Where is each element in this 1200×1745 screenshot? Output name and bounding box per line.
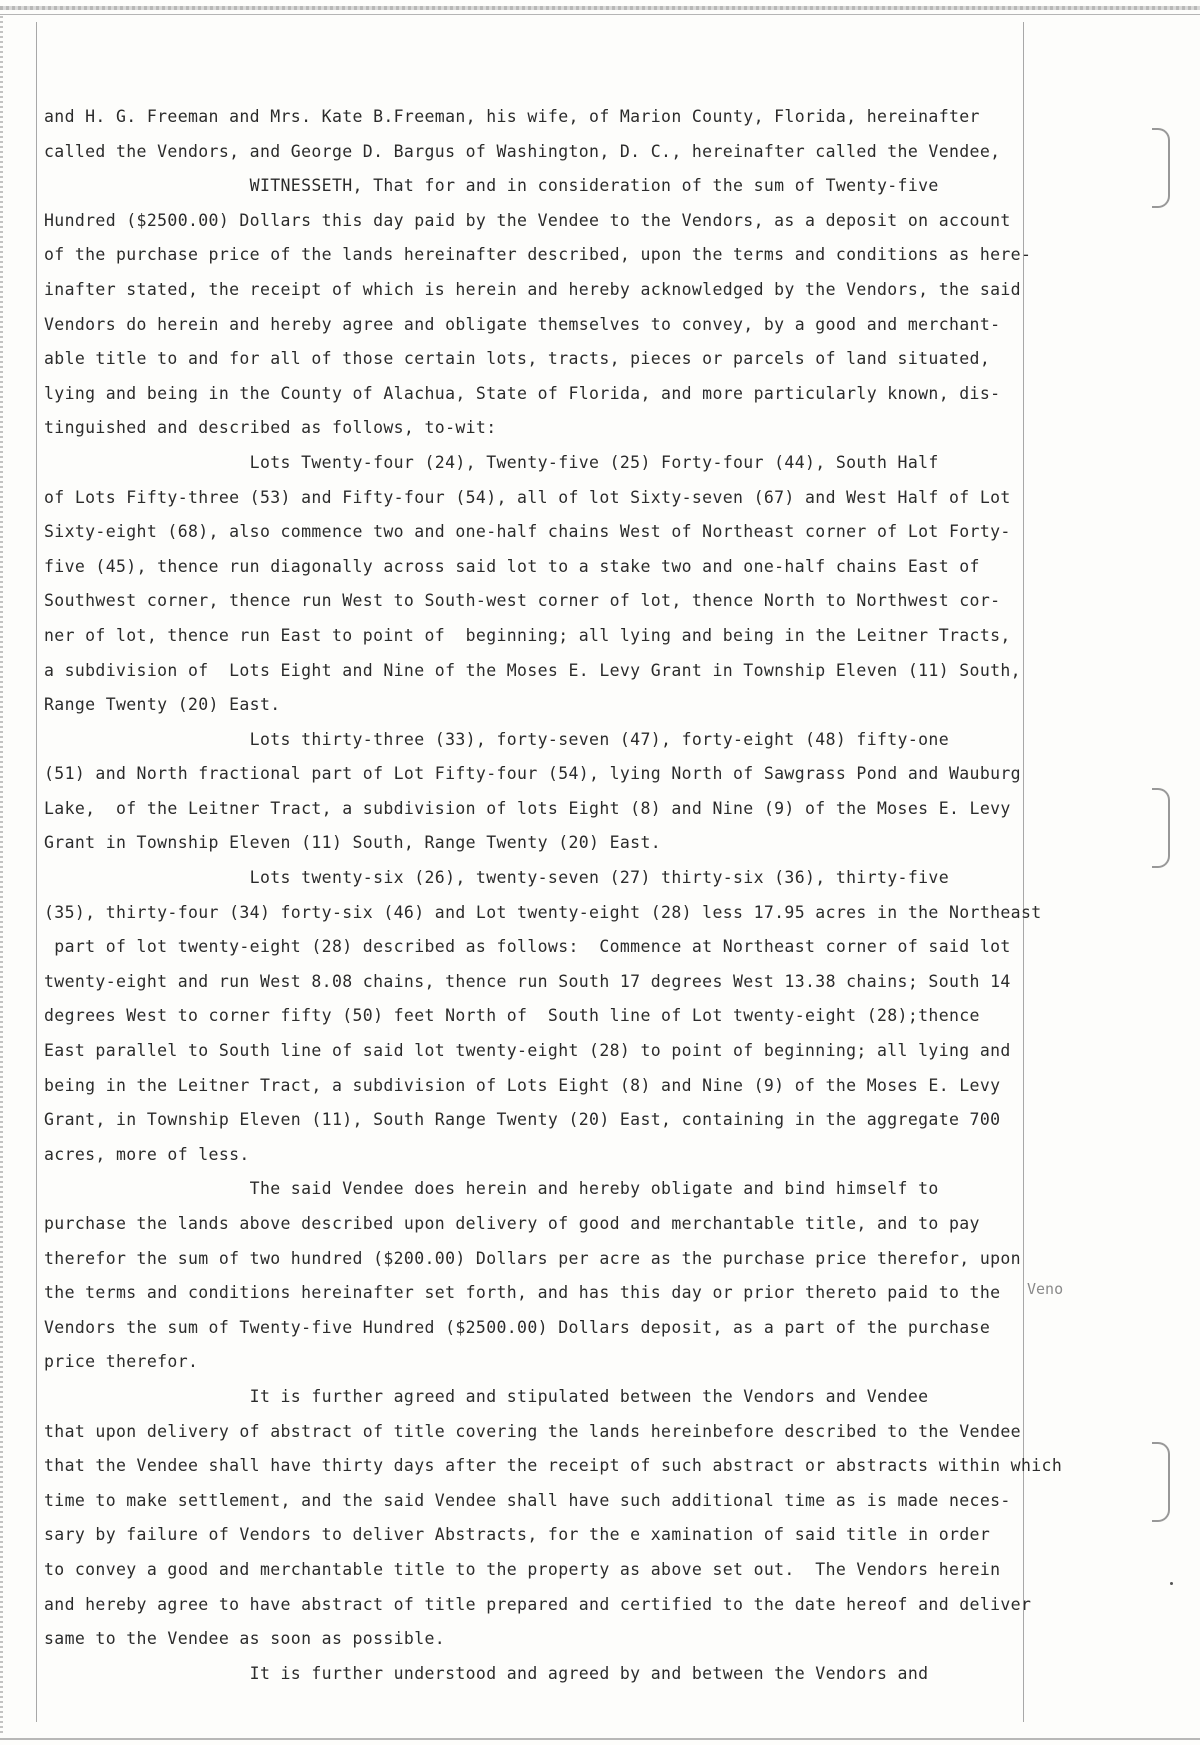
- document-line: Hundred ($2500.00) Dollars this day paid by the Vendee to the Vendors, as a deposit on account: [44, 210, 1011, 230]
- document-line: Vendors the sum of Twenty-five Hundred ($2500.00) Dollars deposit, as a part of the purchase: [44, 1317, 991, 1337]
- document-line: sary by failure of Vendors to deliver Abstracts, for the e xamination of said title in order: [44, 1525, 991, 1545]
- document-line: purchase the lands above described upon delivery of good and merchantable title, and to pay: [44, 1214, 980, 1233]
- document-line: (51) and North fractional part of Lot Fifty-four (54), lying North of Sawgrass Pond and Wauburg: [44, 764, 1021, 784]
- bottom-border: [0, 1738, 1200, 1740]
- document-line: The said Vendee does herein and hereby obligate and bind himself to: [44, 1179, 939, 1199]
- document-line: therefor the sum of two hundred ($200.00) Dollars per acre as the purchase price therefor, upon: [44, 1248, 1021, 1268]
- document-line: Sixty-eight (68), also commence two and one-half chains West of Northeast corner of Lot Forty-: [44, 522, 1011, 542]
- document-line: that the Vendee shall have thirty days after the receipt of such abstract or abstracts within which: [44, 1456, 1063, 1476]
- document-line: Lake, of the Leitner Tract, a subdivision of lots Eight (8) and Nine (9) of the Moses E. Levy: [44, 798, 1011, 818]
- document-line: of the purchase price of the lands hereinafter described, upon the terms and conditions as here-: [44, 245, 1032, 265]
- document-line: degrees West to corner fifty (50) feet North of South line of Lot twenty-eight (28);thence: [44, 1006, 980, 1026]
- document-line: (35), thirty-four (34) forty-six (46) and Lot twenty-eight (28) less 17.95 acres in the Northeast: [44, 902, 1042, 922]
- left-edge-perforation: [0, 16, 3, 1736]
- document-line: It is further agreed and stipulated between the Vendors and Vendee: [44, 1386, 929, 1406]
- top-border: [0, 6, 1200, 10]
- document-line: and hereby agree to have abstract of title prepared and certified to the date hereof and deliver: [44, 1594, 1032, 1614]
- left-margin-rule: [36, 22, 37, 1722]
- top-border-line: [0, 14, 1200, 15]
- binder-ring-icon: [1152, 128, 1170, 208]
- document-line: Grant in Township Eleven (11) South, Range Twenty (20) East.: [44, 833, 662, 853]
- document-line: ner of lot, thence run East to point of beginning; all lying and being in the Leitner Tracts,: [44, 625, 1011, 645]
- document-line: Lots twenty-six (26), twenty-seven (27) thirty-six (36), thirty-five: [44, 868, 949, 888]
- document-line: part of lot twenty-eight (28) described as follows: Commence at Northeast corner of said lot: [44, 937, 1011, 957]
- document-line: Lots Twenty-four (24), Twenty-five (25) Forty-four (44), South Half: [44, 452, 939, 472]
- document-line: to convey a good and merchantable title to the property as above set out. The Vendors herein: [44, 1559, 1001, 1579]
- document-line: time to make settlement, and the said Vendee shall have such additional time as is made neces-: [44, 1490, 1011, 1510]
- document-body: [44, 100, 1074, 1691]
- document-line: It is further understood and agreed by and between the Vendors and: [44, 1663, 929, 1683]
- document-line: five (45), thence run diagonally across said lot to a stake two and one-half chains East of: [44, 556, 980, 576]
- document-line: Range Twenty (20) East.: [44, 695, 281, 715]
- document-line: being in the Leitner Tract, a subdivision of Lots Eight (8) and Nine (9) of the Moses E. Levy: [44, 1075, 1001, 1095]
- binder-ring-icon: [1152, 1442, 1170, 1522]
- document-line: East parallel to South line of said lot twenty-eight (28) to point of beginning; all lying and: [44, 1041, 1011, 1061]
- document-line: twenty-eight and run West 8.08 chains, thence run South 17 degrees West 13.38 chains; South 14: [44, 971, 1011, 991]
- document-line: a subdivision of Lots Eight and Nine of the Moses E. Levy Grant in Township Eleven (11) South,: [44, 660, 1021, 680]
- document-line: of Lots Fifty-three (53) and Fifty-four (54), all of lot Sixty-seven (67) and West Half of Lot: [44, 487, 1011, 507]
- document-line: Vendors do herein and hereby agree and obligate themselves to convey, by a good and merchant-: [44, 314, 1001, 334]
- document-line: called the Vendors, and George D. Bargus of Washington, D. C., hereinafter called the Vendee,: [44, 141, 1001, 161]
- document-line: acres, more of less.: [44, 1144, 250, 1164]
- document-line: and H. G. Freeman and Mrs. Kate B.Freeman, his wife, of Marion County, Florida, hereinafter: [44, 107, 980, 126]
- document-line: the terms and conditions hereinafter set forth, and has this day or prior thereto paid to the: [44, 1283, 1001, 1303]
- document-line: that upon delivery of abstract of title covering the lands hereinbefore described to the Vendee: [44, 1421, 1021, 1441]
- document-line: Lots thirty-three (33), forty-seven (47), forty-eight (48) fifty-one: [44, 729, 949, 749]
- document-line: inafter stated, the receipt of which is herein and hereby acknowledged by the Vendors, the said: [44, 279, 1021, 299]
- document-line: lying and being in the County of Alachua, State of Florida, and more particularly known, dis-: [44, 383, 1001, 403]
- document-line: price therefor.: [44, 1352, 199, 1372]
- document-line: Southwest corner, thence run West to South-west corner of lot, thence North to Northwest cor-: [44, 591, 1001, 611]
- document-line: able title to and for all of those certain lots, tracts, pieces or parcels of land situated,: [44, 349, 991, 369]
- document-line: WITNESSETH, That for and in consideration of the sum of Twenty-five: [44, 176, 939, 196]
- document-line: tinguished and described as follows, to-wit:: [44, 418, 497, 438]
- document-line: Grant, in Township Eleven (11), South Range Twenty (20) East, containing in the aggregate 700: [44, 1110, 1001, 1130]
- margin-note: Veno: [1027, 1280, 1064, 1298]
- document-line: same to the Vendee as soon as possible.: [44, 1629, 446, 1649]
- ink-dot: [1170, 1582, 1173, 1585]
- binder-ring-icon: [1152, 788, 1170, 868]
